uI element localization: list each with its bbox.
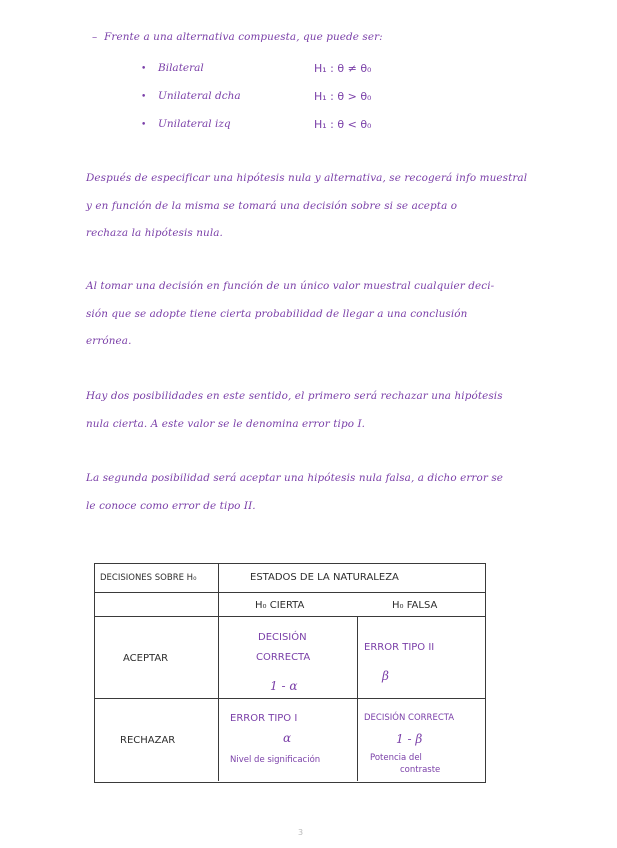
paragraph-line: La segunda posibilidad será aceptar una hipótesis nula falsa, a dicho error se: [86, 472, 504, 484]
paragraph-line: Al tomar una decisión en función de un único valor muestral cualquier deci-: [86, 280, 495, 292]
row-label-accept: ACEPTAR: [123, 653, 169, 664]
hypothesis-left: H₁ : θ < θ₀: [314, 118, 372, 131]
hypothesis-right: H₁ : θ > θ₀: [314, 90, 372, 103]
column-header-false: H₀ FALSA: [392, 600, 438, 611]
cell-correct-decision-2: DECISIÓN CORRECTA: [364, 713, 455, 723]
cell-type-one-error: ERROR TIPO I: [230, 713, 298, 724]
table-border: [94, 563, 486, 783]
page-mark: 3: [298, 828, 304, 837]
bullet-label-left: Unilateral izq: [158, 118, 231, 130]
cell-one-minus-beta: 1 - β: [396, 732, 423, 746]
paragraph-line: nula cierta. A este valor se le denomina error tipo I.: [86, 418, 366, 430]
paragraph-line: Hay dos posibilidades en este sentido, el primero será rechazar una hipótesis: [86, 390, 503, 402]
paragraph-line: le conoce como error de tipo II.: [86, 500, 256, 512]
column-header-true: H₀ CIERTA: [255, 600, 305, 611]
table-rule: [218, 563, 219, 781]
paragraph-line: y en función de la misma se tomará una decisión sobre si se acepta o: [86, 200, 458, 212]
paragraph-line: sión que se adopte tiene cierta probabilidad de llegar a una conclusión: [86, 308, 468, 320]
cell-type-two-error: ERROR TIPO II: [364, 642, 435, 653]
table-rule: [357, 616, 358, 781]
paragraph-line: errónea.: [86, 335, 132, 347]
table-rule: [94, 616, 485, 617]
bullet-dot: •: [141, 64, 147, 74]
dash-marker: –: [92, 31, 105, 43]
table-rule: [94, 592, 485, 593]
bullet-label-right: Unilateral dcha: [158, 90, 241, 102]
cell-test-power-line1: Potencia del: [370, 753, 422, 763]
intro-text: Frente a una alternativa compuesta, que puede ser:: [104, 31, 383, 43]
table-header-states: ESTADOS DE LA NATURALEZA: [250, 572, 399, 583]
bullet-label-bilateral: Bilateral: [158, 62, 204, 74]
table-corner-label: DECISIONES SOBRE H₀: [100, 573, 197, 583]
bullet-dot: •: [141, 92, 147, 102]
cell-correct-decision-line1: DECISIÓN: [258, 632, 307, 643]
bullet-dot: •: [141, 120, 147, 130]
intro-line: [92, 31, 383, 43]
paragraph-line: Después de especificar una hipótesis nula y alternativa, se recogerá info muestral: [86, 172, 528, 184]
table-rule: [94, 698, 485, 699]
cell-test-power-line2: contraste: [400, 765, 441, 775]
cell-significance-level: Nivel de significación: [230, 755, 321, 765]
cell-one-minus-alpha: 1 - α: [270, 679, 298, 693]
cell-correct-decision-line2: CORRECTA: [256, 652, 311, 663]
paragraph-line: rechaza la hipótesis nula.: [86, 227, 223, 239]
hypothesis-bilateral: H₁ : θ ≠ θ₀: [314, 62, 372, 75]
row-label-reject: RECHAZAR: [120, 735, 176, 746]
cell-beta: β: [382, 669, 389, 683]
cell-alpha: α: [283, 731, 292, 745]
